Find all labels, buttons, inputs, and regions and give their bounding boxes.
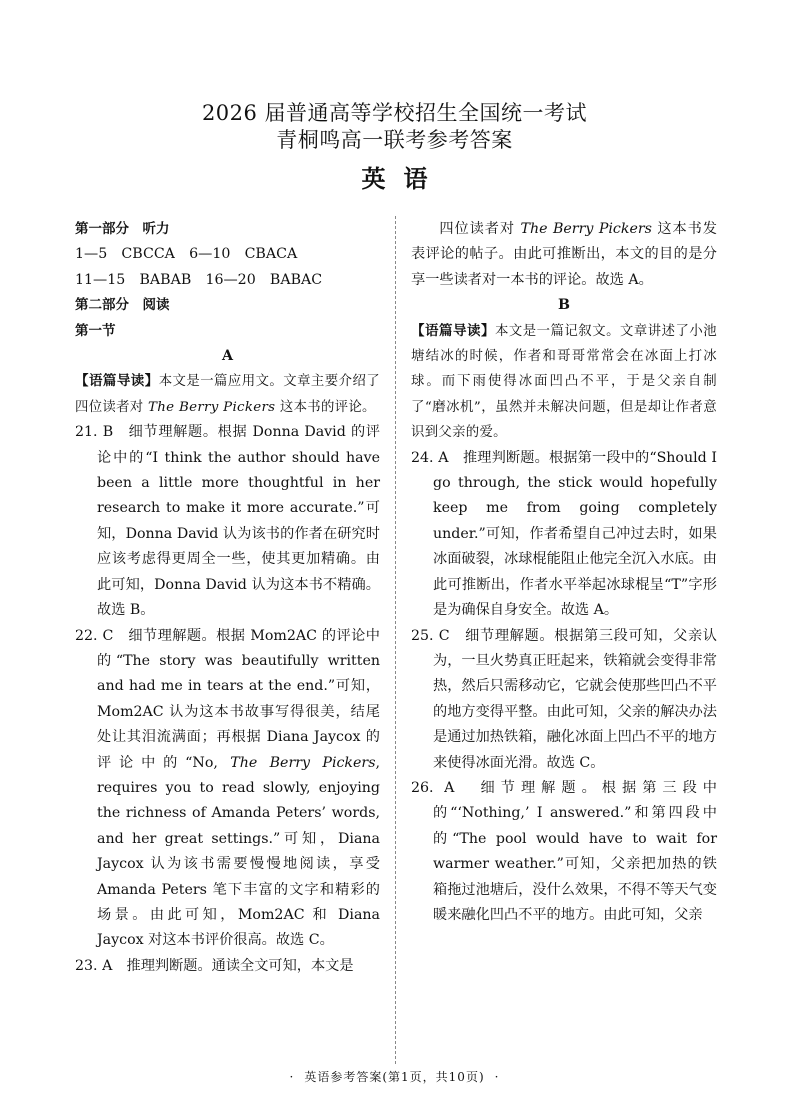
answer-23-continued bbox=[411, 217, 717, 293]
answer-23-cont-1: 四位读者对 bbox=[439, 221, 521, 237]
section1-title: 第一节 bbox=[75, 322, 116, 339]
exam-title: 2026 届普通高等学校招生全国统一考试 bbox=[201, 101, 588, 125]
right-column bbox=[411, 217, 717, 928]
guide-text-b: 本文是一篇记叙文。文章讲述了小池塘结冰的时候，作者和哥哥常常会在冰面上打冰球。而下雨使得冰面凹凸不平，于是父亲自制了“磨冰机”，虽然并未解决问题，但是却让作者意识到父亲的爱。 bbox=[411, 323, 717, 441]
subject-title: 英语 bbox=[361, 164, 446, 193]
answer-23-book: The Berry Pickers bbox=[520, 221, 652, 237]
answer-21: 21. B 细节理解题。根据 Donna David 的评论中的“I think the author should have been a little more thoughtful in her research to make it more accurate.”可知，Donna David 认为该书的作者在研究时应该考虑得更周全一些，使其更加精确。由此可知，Donna David 认为这本书不精确。故选 B。 bbox=[75, 424, 380, 619]
footer-dot-right: · bbox=[494, 1070, 500, 1084]
part2-title: 第二部分 阅读 bbox=[75, 297, 170, 314]
passage-b-title: B bbox=[558, 297, 570, 314]
answer-22-part2: , requires you to read slowly, enjoying the richness of Amanda Peters’ words, and her great settings.”可知，Diana Jaycox 认为该书需要慢慢地阅读，享受 Amanda Peters 笔下丰富的文字和精彩的场景。由此可知，Mom2AC 和 Diana Jaycox 对这本书评价很高。故选 C。 bbox=[97, 754, 380, 949]
answer-23-cont-2: 这本书发表评论的帖子。由此可推断出，本文的目的是分享一些读者对一本书的评论。故选 A。 bbox=[411, 221, 717, 288]
passage-a-title: A bbox=[221, 348, 233, 365]
answer-26: 26. A 细节理解题。根据第三段中的“‘Nothing,’ I answered.”和第四段中的“The pool would have to wait for warmer weather.”可知，父亲把加热的铁箱拖过池塘后，没什么效果，不得不等天气变暖来融化凹凸不平的地方。由此可知，父亲 bbox=[411, 779, 717, 923]
listening-answers-1: 1—5 CBCCA 6—10 CBACA bbox=[75, 246, 298, 263]
listening-answers-2: 11—15 BABAB 16—20 BABAC bbox=[75, 271, 323, 288]
footer-dot-left: · bbox=[289, 1070, 295, 1084]
answer-22-book: The Berry Pickers bbox=[230, 754, 376, 771]
guide-book-title: The Berry Pickers bbox=[148, 399, 276, 415]
part1-title: 第一部分 听力 bbox=[75, 221, 170, 237]
answer-25: 25. C 细节理解题。根据第三段可知，父亲认为，一旦火势真正旺起来，铁箱就会变得非常热，然后只需移动它，它就会使那些凹凸不平的地方变得平整。由此可知，父亲的解决办法是通过加热铁箱，融化冰面上凹凸不平的地方来使得冰面光滑。故选 C。 bbox=[411, 627, 717, 771]
answer-23: 23. A 推理判断题。通读全文可知，本文是 bbox=[75, 957, 354, 974]
answer-24: 24. A 推理判断题。根据第一段中的“Should I go through, the stick would hopefully keep me from going completely under.”可知，作者希望自己冲过去时，如果冰面破裂，冰球棍能阻止他完全沉入水底。由此可推断出，作者水平举起冰球棍呈“T”字形是为确保自身安全。故选 A。 bbox=[411, 449, 717, 619]
left-column bbox=[75, 217, 380, 979]
page-header bbox=[0, 100, 789, 194]
guide-key: 【语篇导读】 bbox=[75, 373, 159, 390]
exam-subtitle: 青桐鸣高一联考参考答案 bbox=[276, 128, 513, 152]
column-divider bbox=[395, 216, 396, 1064]
footer-text: 英语参考答案(第1页，共10页) bbox=[304, 1070, 485, 1084]
passage-b-guide bbox=[411, 319, 717, 446]
page-footer bbox=[0, 1068, 789, 1085]
answer-22-part1: 22. C 细节理解题。根据 Mom2AC 的评论中的“The story was beautifully written and had me in tears at the end.”可知，Mom2AC 认为这本书故事写得很美，结尾处让其泪流满面；再根据 Diana Jaycox 的评论中的“No, bbox=[75, 627, 380, 771]
answer-22 bbox=[75, 624, 380, 954]
guide-text-2: 这本书的评论。 bbox=[275, 399, 376, 415]
guide-text-1: 本文是一篇应用文。文章主要介绍了四位读者对 bbox=[75, 374, 380, 415]
guide-key-b: 【语篇导读】 bbox=[411, 322, 495, 339]
passage-a-guide bbox=[75, 369, 380, 420]
